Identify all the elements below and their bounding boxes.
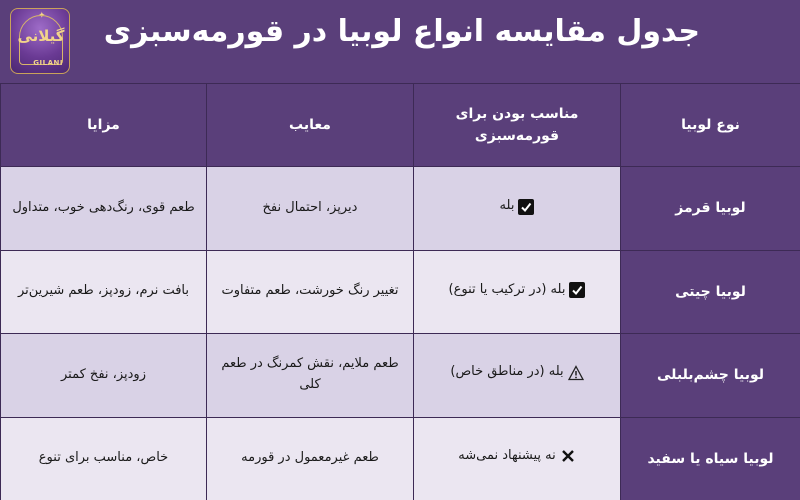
pros-cell: خاص، مناسب برای تنوع <box>1 417 207 500</box>
table-row <box>1 334 800 418</box>
page-header <box>0 0 800 83</box>
logo-ornament-icon: ✦ <box>38 11 46 21</box>
check-icon <box>518 199 534 215</box>
suitability-text: بله (در ترکیب یا تنوع) <box>448 281 566 297</box>
gilani-logo <box>10 8 70 74</box>
bean-type-cell: لوبیا سیاه یا سفید <box>621 417 800 500</box>
bean-type-cell: لوبیا چیتی <box>621 250 800 334</box>
suitability-text: نه پیشنهاد نمی‌شه <box>458 447 556 463</box>
suitability-cell <box>414 167 621 251</box>
table-header-row <box>1 84 800 167</box>
suitability-cell <box>414 334 621 418</box>
table-row <box>1 167 800 251</box>
column-header-type: نوع لوبیا <box>621 84 800 167</box>
suitability-cell <box>414 417 621 500</box>
cons-cell: طعم ملایم، نقش کمرنگ در طعم کلی <box>207 334 414 418</box>
column-header-suitability: مناسب بودن برای قورمه‌سبزی <box>414 84 621 167</box>
column-header-pros: مزایا <box>1 84 207 167</box>
cons-cell: تغییر رنگ خورشت، طعم متفاوت <box>207 250 414 334</box>
comparison-table <box>0 83 800 500</box>
logo-text-en: GILANI <box>33 59 63 67</box>
check-icon <box>569 282 585 298</box>
logo-text-fa: گیلانی <box>17 27 65 45</box>
cons-cell: دیرپز، احتمال نفخ <box>207 167 414 251</box>
table-row <box>1 250 800 334</box>
suitability-text: بله (در مناطق خاص) <box>450 364 564 380</box>
pros-cell: طعم قوی، رنگ‌دهی خوب، متداول <box>1 167 207 251</box>
bean-type-cell: لوبیا چشم‌بلبلی <box>621 334 800 418</box>
suitability-text: بله <box>499 198 515 214</box>
bean-type-cell: لوبیا قرمز <box>621 167 800 251</box>
column-header-cons: معایب <box>207 84 414 167</box>
page-title: جدول مقایسه انواع لوبیا در قورمه‌سبزی <box>103 14 700 49</box>
cross-icon <box>560 448 576 464</box>
table-row <box>1 417 800 500</box>
suitability-cell <box>414 250 621 334</box>
cons-cell: طعم غیرمعمول در قورمه <box>207 417 414 500</box>
pros-cell: زودپز، نفخ کمتر <box>1 334 207 418</box>
pros-cell: بافت نرم، زودپز، طعم شیرین‌تر <box>1 250 207 334</box>
warning-icon <box>568 365 584 381</box>
